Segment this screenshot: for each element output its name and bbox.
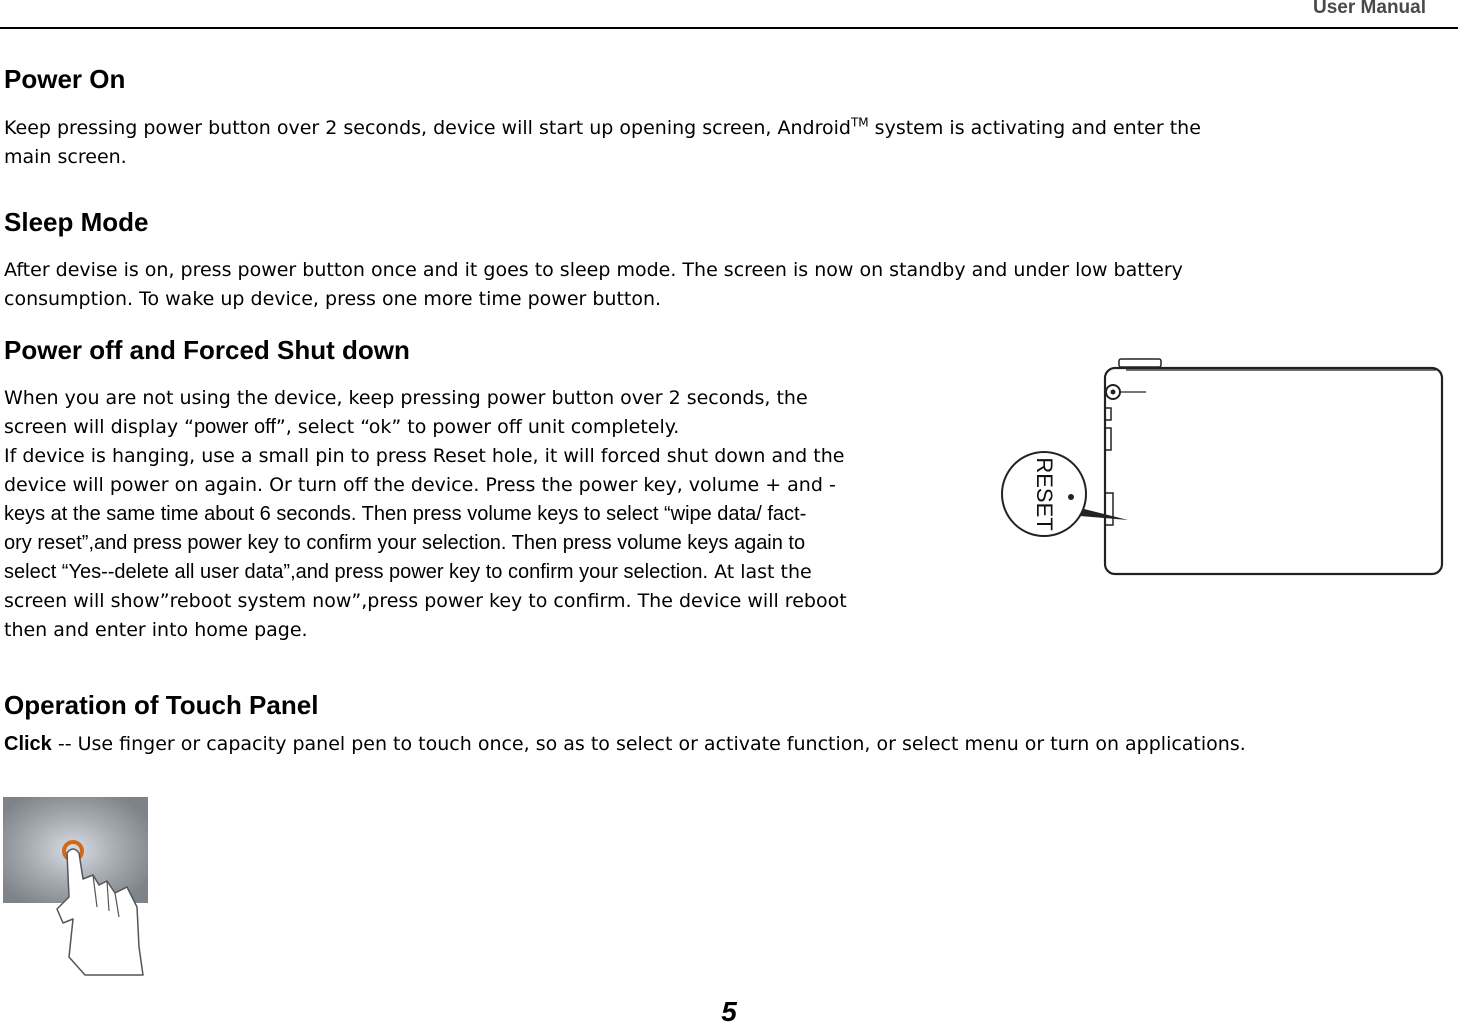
power-off-heading: Power off and Forced Shut down	[4, 335, 410, 365]
touch-panel-heading: Operation of Touch Panel	[4, 690, 319, 720]
header-title: User Manual	[1313, 0, 1426, 18]
reset-label: RESET	[1032, 457, 1057, 531]
sleep-mode-heading: Sleep Mode	[4, 207, 149, 237]
device-reset-illustration	[996, 358, 1446, 578]
trademark-mark: TM	[850, 115, 869, 130]
click-text: Click -- Use finger or capacity panel pen to touch once, so as to select or activate function, or select menu or turn on applications.	[4, 733, 1246, 755]
power-on-heading: Power On	[4, 64, 126, 94]
power-off-text: When you are not using the device, keep pressing power button over 2 seconds, the screen will display “power off”, select “ok” to power off unit completely. If device is hanging, use a small pin to press Reset hole, it will forced shut down and the device will power on again. Or turn off the device. Press the power key, volume + and - keys at the same time about 6 seconds. Then press volume keys to select “wipe data/ fact- ory reset”,and press power key to confirm your selection. Then press volume keys again to select “Yes--delete all user data”,and press power key to confirm your selection. At last the screen will show”reboot system now”,press power key to confirm. The device will reboot then and enter into home page.	[4, 387, 847, 641]
header-rule	[0, 27, 1458, 29]
page-number: 5	[721, 996, 737, 1027]
reset-hole-dot	[1068, 494, 1074, 500]
sleep-mode-text: After devise is on, press power button once and it goes to sleep mode. The screen is now on standby and under low battery consumption. To wake up device, press one more time power button.	[4, 259, 1183, 310]
click-label: Click	[4, 733, 52, 755]
power-on-text: Keep pressing power button over 2 seconds, device will start up opening screen, Android™ system is activating and enter the main screen.	[4, 115, 1201, 168]
touch-gesture-illustration	[3, 797, 149, 977]
